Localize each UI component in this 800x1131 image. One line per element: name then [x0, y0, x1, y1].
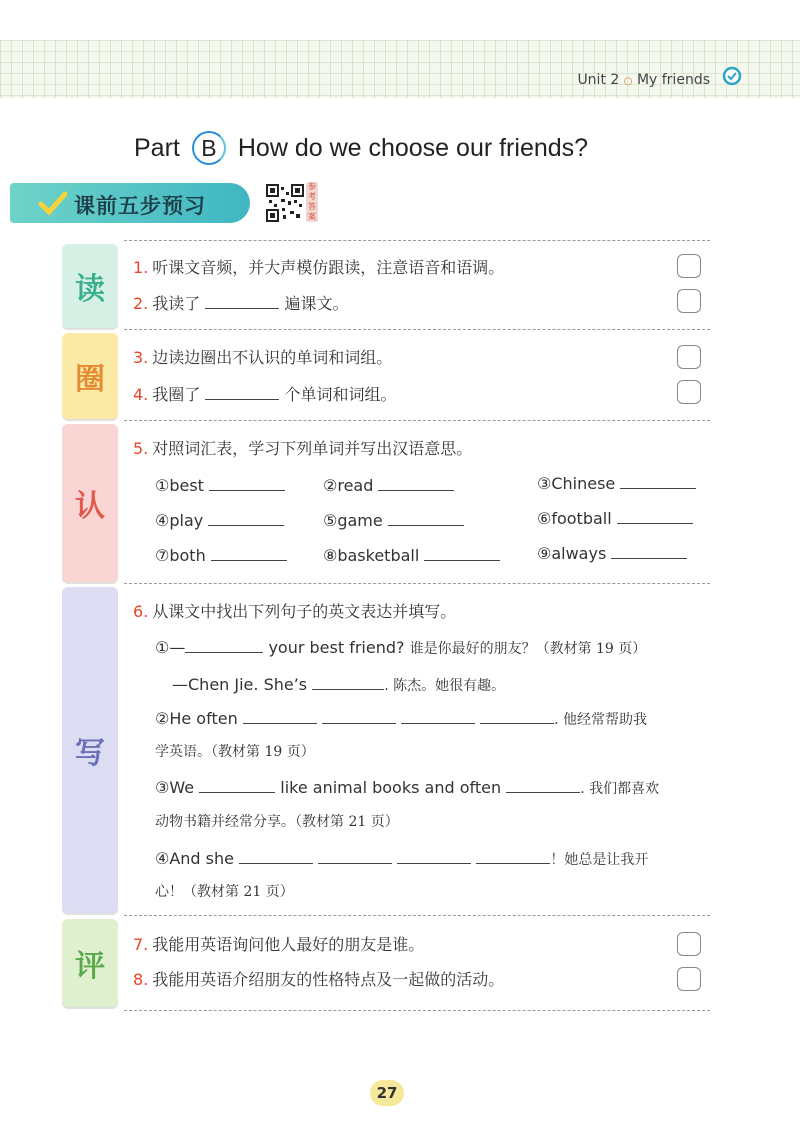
unit-label	[577, 72, 710, 88]
checkbox-item-2[interactable]	[677, 289, 701, 313]
divider	[124, 240, 710, 241]
vocab-blank[interactable]	[617, 507, 693, 524]
sentence-blank[interactable]	[185, 636, 263, 653]
unit-badge-icon	[722, 66, 742, 86]
sentence-blank[interactable]	[312, 673, 384, 690]
item-1: 1. 听课文音频，并大声模仿跟读，注意语音和语调。	[133, 258, 505, 277]
vocab-word: ⑤game	[323, 509, 464, 530]
unit-separator: ○	[623, 76, 633, 87]
divider	[124, 583, 710, 584]
checkbox-item-7[interactable]	[677, 932, 701, 956]
sentence-blank[interactable]	[322, 707, 396, 724]
vocab-blank[interactable]	[611, 542, 687, 559]
item-7: 7. 我能用英语询问他人最好的朋友是谁。	[133, 935, 425, 954]
vocab-word: ⑥football	[537, 507, 693, 528]
vocab-blank[interactable]	[388, 509, 464, 526]
divider	[124, 1010, 710, 1011]
answer-key-label: 参考答案	[308, 182, 316, 221]
sentence-blank[interactable]	[397, 847, 471, 864]
title-question: How do we choose our friends?	[237, 133, 589, 162]
category-write: 写	[62, 587, 118, 913]
header-grid-band	[0, 40, 800, 98]
checkbox-item-8[interactable]	[677, 967, 701, 991]
sentence-blank[interactable]	[506, 776, 580, 793]
divider	[124, 915, 710, 916]
sentence-3-continued: 动物书籍并经常分享。（教材第 21 页）	[155, 814, 399, 830]
category-circle: 圈	[62, 333, 118, 419]
sentence-blank[interactable]	[318, 847, 392, 864]
unit-number: Unit 2	[577, 72, 620, 88]
sentence-4: ④And she ！她总是让我开	[155, 849, 649, 868]
banner-title: 课前五步预习	[74, 194, 206, 218]
vocab-word: ③Chinese	[537, 472, 696, 493]
blank-read-count[interactable]	[205, 292, 279, 309]
item-4: 4. 我圈了 个单词和词组。	[133, 385, 397, 404]
vocab-word: ⑨always	[537, 542, 687, 563]
sentence-blank[interactable]	[199, 776, 275, 793]
vocab-blank[interactable]	[209, 474, 285, 491]
title-part: Part	[134, 133, 180, 162]
sentence-blank[interactable]	[243, 707, 317, 724]
item-6: 6. 从课文中找出下列句子的英文表达并填写。	[133, 602, 457, 621]
blank-word-count[interactable]	[205, 383, 279, 400]
vocab-word: ④play	[155, 509, 284, 530]
vocab-blank[interactable]	[211, 544, 287, 561]
sentence-2: ②He often . 他经常帮助我	[155, 709, 647, 728]
vocab-word: ①best	[155, 474, 285, 495]
part-letter-badge: B	[192, 131, 226, 165]
item-3: 3. 边读边圈出不认识的单词和词组。	[133, 348, 393, 367]
vocab-word: ⑦both	[155, 544, 287, 565]
check-mark-icon	[38, 190, 68, 218]
category-evaluate: 评	[62, 919, 118, 1007]
sentence-blank[interactable]	[480, 707, 554, 724]
sentence-3: ③We like animal books and often . 我们都喜欢	[155, 778, 660, 797]
vocab-blank[interactable]	[208, 509, 284, 526]
page-number: 27	[370, 1080, 404, 1106]
sentence-blank[interactable]	[476, 847, 550, 864]
item-5: 5. 对照词汇表，学习下列单词并写出汉语意思。	[133, 439, 473, 458]
vocab-blank[interactable]	[424, 544, 500, 561]
sentence-blank[interactable]	[401, 707, 475, 724]
page-title	[134, 126, 588, 170]
divider	[124, 329, 710, 330]
item-2: 2. 我读了 遍课文。	[133, 294, 349, 313]
vocab-word: ②read	[323, 474, 454, 495]
sentence-4-continued: 心！（教材第 21 页）	[155, 884, 294, 900]
sentence-1a: ①— your best friend? 谁是你最好的朋友？（教材第 19 页）	[155, 638, 647, 657]
divider	[124, 420, 710, 421]
vocab-blank[interactable]	[620, 472, 696, 489]
checkbox-item-4[interactable]	[677, 380, 701, 404]
checkbox-item-1[interactable]	[677, 254, 701, 278]
vocab-blank[interactable]	[378, 474, 454, 491]
item-8: 8. 我能用英语介绍朋友的性格特点及一起做的活动。	[133, 970, 505, 989]
qr-code-icon[interactable]	[266, 184, 304, 222]
sentence-1b: —Chen Jie. She’s . 陈杰。她很有趣。	[172, 675, 506, 694]
category-read: 读	[62, 244, 118, 328]
category-recognize: 认	[62, 424, 118, 582]
sentence-2-continued: 学英语。（教材第 19 页）	[155, 744, 315, 760]
sentence-blank[interactable]	[239, 847, 313, 864]
vocab-word: ⑧basketball	[323, 544, 500, 565]
checkbox-item-3[interactable]	[677, 345, 701, 369]
unit-topic: My friends	[636, 72, 710, 88]
